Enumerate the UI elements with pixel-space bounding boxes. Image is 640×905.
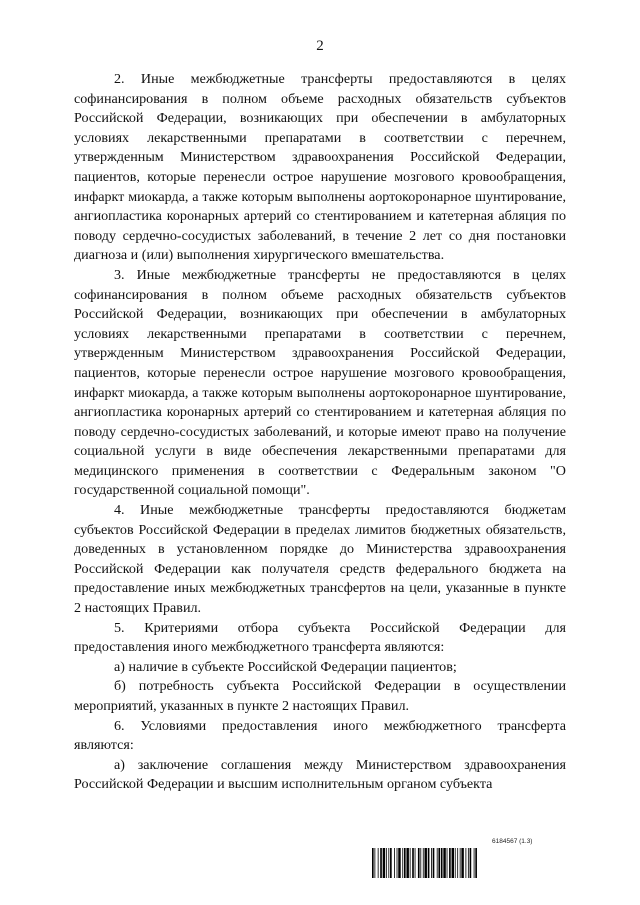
barcode-bar [398, 848, 400, 878]
barcode-bar [394, 848, 395, 878]
barcode-bar [449, 848, 451, 878]
barcode-bar [465, 848, 466, 878]
paragraph-6a: а) заключение соглашения между Министерством здравоохранения Российской Федерации и высшим исполнительным органом субъекта [74, 756, 566, 793]
paragraph-5: 5. Критериями отбора субъекта Российской Федерации для предоставления иного межбюджетного трансферта являются: [74, 619, 566, 656]
barcode-bar [388, 848, 389, 878]
barcode-bar [424, 848, 426, 878]
barcode-bar [372, 848, 374, 878]
barcode-bar [406, 848, 408, 878]
barcode-bar [410, 848, 411, 878]
barcode-bar [460, 848, 461, 878]
paragraph-2: 2. Иные межбюджетные трансферты предоставляются в целях софинансирования в полном объеме расходных обязательств субъектов Российской Федерации, возникающих при обеспечении в амбулаторных условиях лекарственными препаратами в соответствии с перечнем, утвержденным Министерством здравоохранения Российской Федерации, пациентов, которые перенесли острое нарушение мозгового кровообращения, инфаркт миокарда, а также которым выполнены аортокоронарное шунтирование, ангиопластика коронарных артерий со стентированием и катетерная абляция по поводу сердечно-сосудистых заболеваний, в течение 2 лет со дня постановки диагноза и (или) выполнения хирургического вмешательства. [74, 71, 566, 264]
barcode-bar [380, 848, 382, 878]
page-number: 2 [316, 38, 324, 54]
barcode-bar [433, 848, 435, 878]
barcode-bar [415, 848, 416, 878]
paragraph-4: 4. Иные межбюджетные трансферты предоставляются бюджетам субъектов Российской Федерации в пределах лимитов бюджетных обязательств, доведенных в установленном порядке до Министерства здравоохранения Российской Федерации как получателя средств федерального бюджета на предоставление иных межбюджетных трансфертов на цели, указанные в пункте 2 настоящих Правил. [74, 502, 566, 617]
barcode-bar [457, 848, 458, 878]
barcode-bar [475, 848, 477, 878]
barcode-bar [468, 848, 469, 878]
barcode-bar [455, 848, 456, 878]
barcode [372, 848, 570, 878]
barcode-bar [420, 848, 421, 878]
barcode-bar [390, 848, 392, 878]
barcode-bar [386, 848, 387, 878]
barcode-bar [431, 848, 432, 878]
barcode-bar [374, 848, 375, 878]
barcode-bar [428, 848, 430, 878]
paragraph-3: 3. Иные межбюджетные трансферты не предоставляются в целях софинансирования в полном объеме расходных обязательств субъектов Российской Федерации, возникающих при обеспечении в амбулаторных условиях лекарственными препаратами в соответствии с перечнем, утвержденным Министерством здравоохранения Российской Федерации, пациентов, которые перенесли острое нарушение мозгового кровообращения, инфаркт миокарда, а также которым выполнены аортокоронарное шунтирование, ангиопластика коронарных артерий со стентированием и катетерная абляция по поводу сердечно-сосудистых заболеваний, и которые имеют право на получение социальной услуги в виде обеспечения лекарственными препаратами для медицинского применения в соответствии с Федеральным законом "О государственной социальной помощи". [74, 266, 566, 499]
document-code: 6184567 (1.3) [492, 838, 533, 845]
barcode-bar [461, 848, 463, 878]
barcode-bar [423, 848, 424, 878]
barcode-bar [412, 848, 414, 878]
barcode-bar [438, 848, 440, 878]
document-body [74, 70, 566, 795]
barcode-bar [447, 848, 448, 878]
barcode-bar [441, 848, 443, 878]
barcode-bar [402, 848, 403, 878]
barcode-bar [397, 848, 398, 878]
barcode-bar [437, 848, 438, 878]
barcode-bar [452, 848, 454, 878]
barcode-bar [383, 848, 385, 878]
barcode-bar [404, 848, 406, 878]
barcode-bar [470, 848, 472, 878]
barcode-bar [418, 848, 420, 878]
paragraph-5a: а) наличие в субъекте Российской Федерации пациентов; [114, 658, 457, 675]
barcode-bar [443, 848, 445, 878]
barcode-bar [378, 848, 379, 878]
paragraph-5b: б) потребность субъекта Российской Федерации в осуществлении мероприятий, указанных в пункте 2 настоящих Правил. [74, 678, 566, 714]
barcode-bar [474, 848, 475, 878]
paragraph-6: 6. Условиями предоставления иного межбюджетного трансферта являются: [74, 717, 566, 754]
